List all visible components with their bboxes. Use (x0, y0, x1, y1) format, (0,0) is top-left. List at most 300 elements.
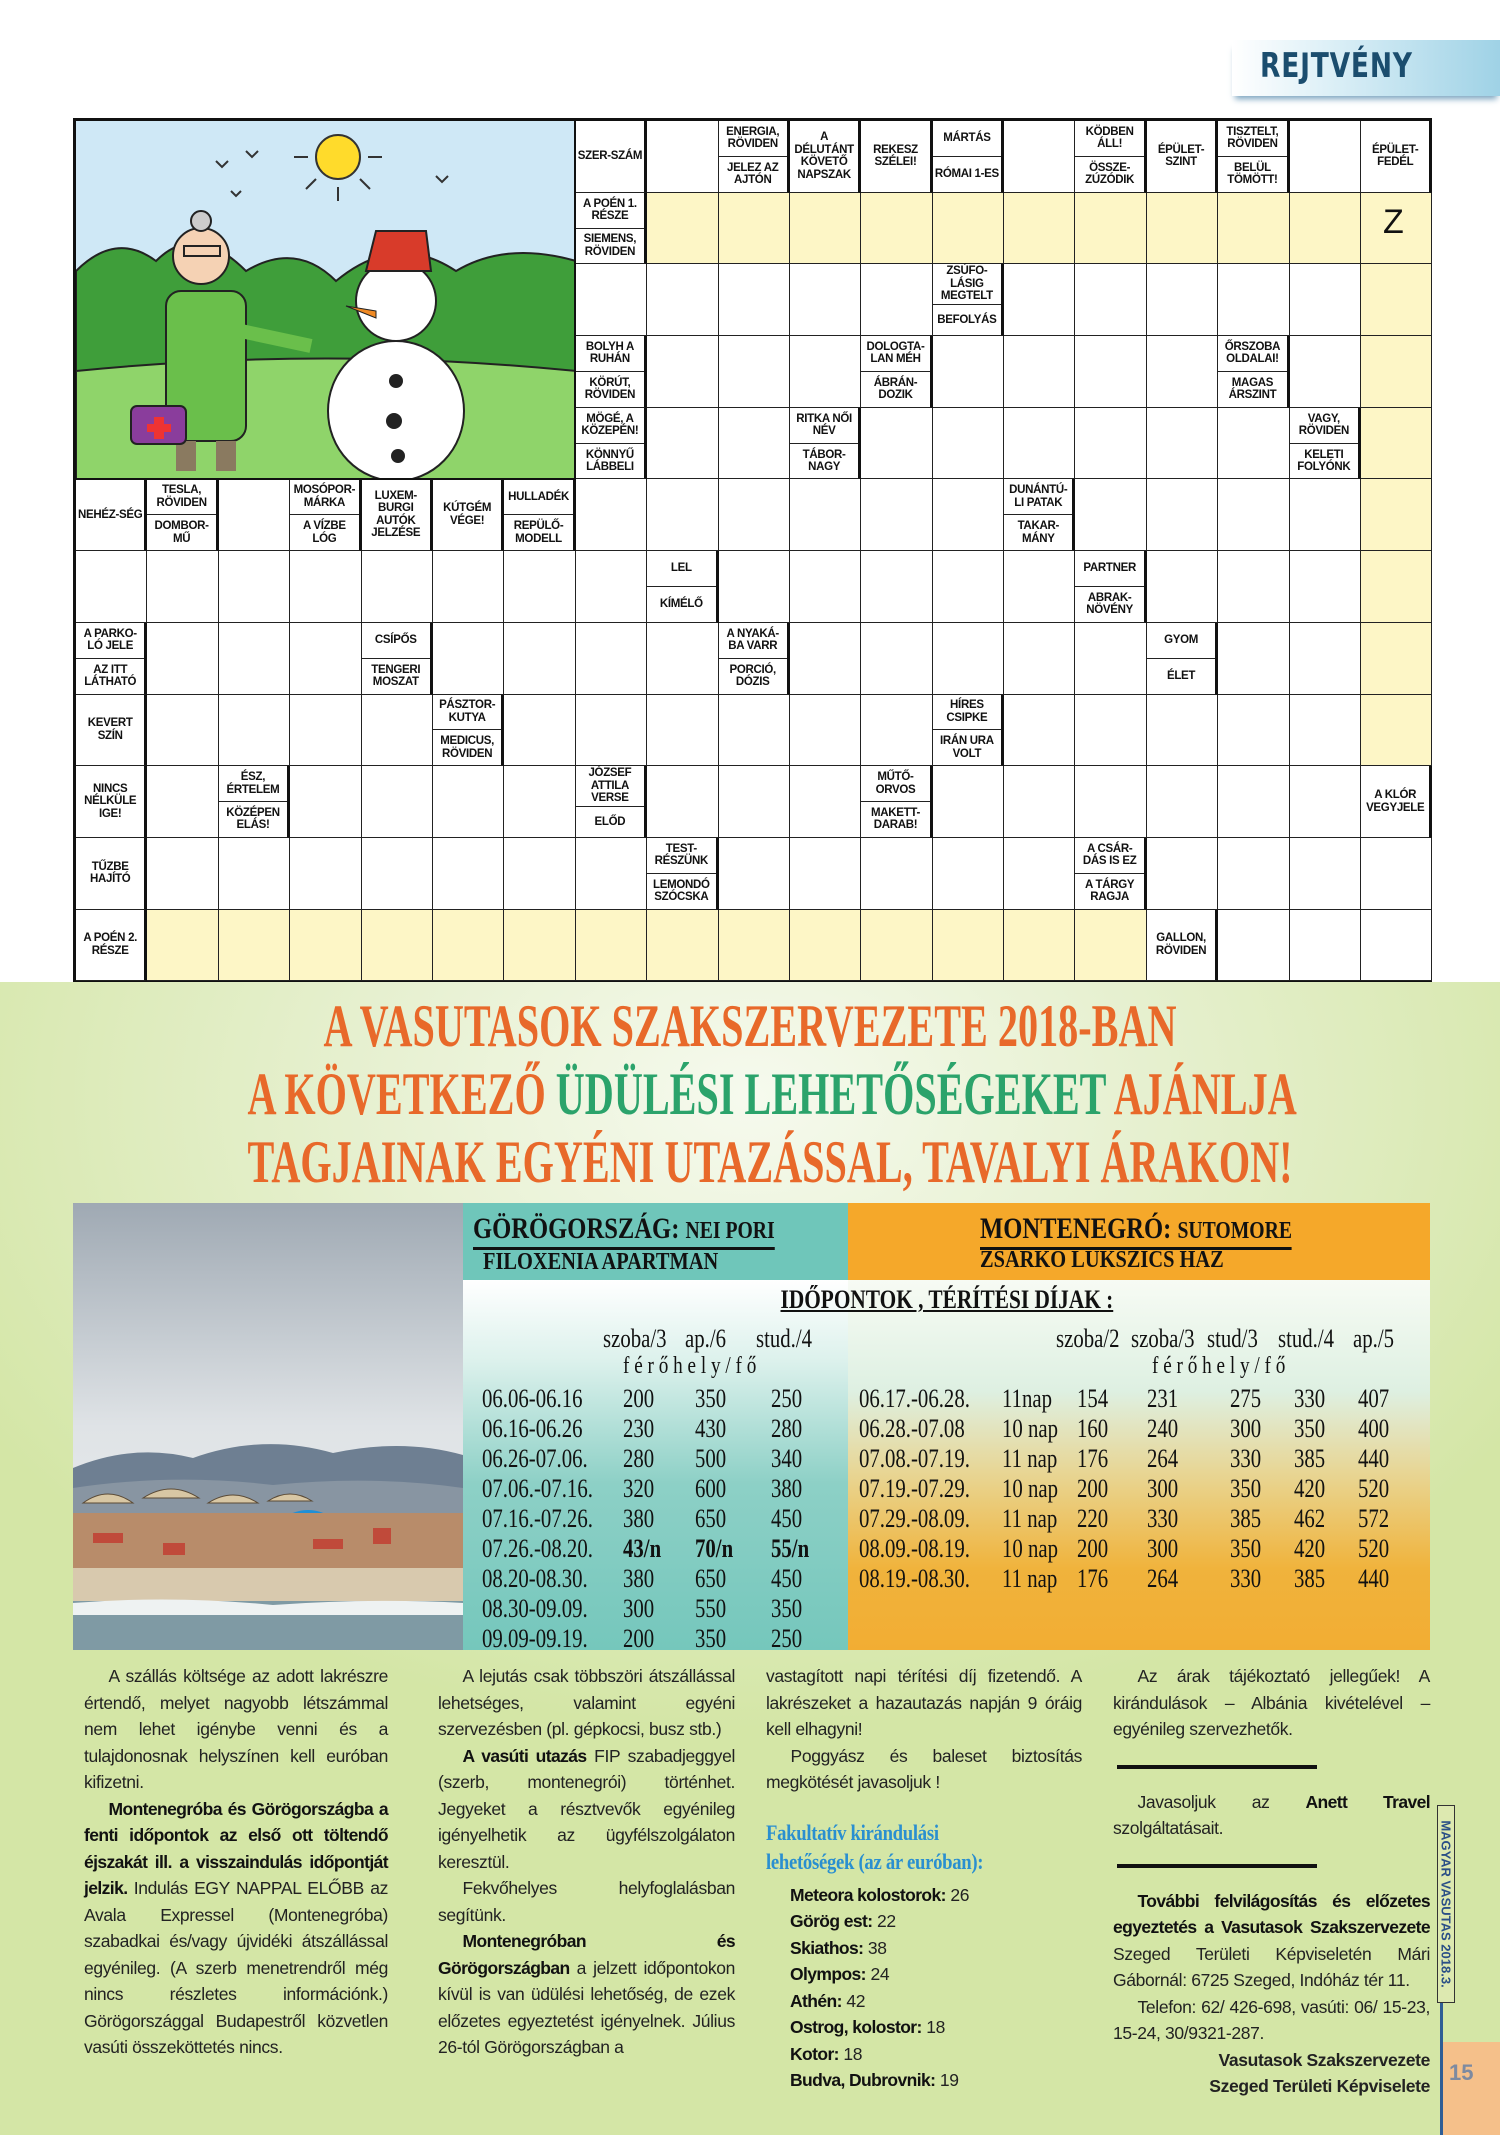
price-value: 250 (771, 1624, 803, 1653)
answer-cell[interactable] (1290, 695, 1361, 767)
excursion-item (790, 1908, 1082, 1935)
answer-cell[interactable] (933, 766, 1004, 838)
answer-cell[interactable] (1218, 695, 1289, 767)
answer-cell[interactable] (861, 838, 932, 910)
column-header: ap./5 (1353, 1324, 1395, 1353)
clue-text: IRÁN URA VOLT (933, 729, 1001, 765)
answer-cell[interactable] (147, 551, 218, 623)
date-range: 07.19.-07.29. (859, 1474, 970, 1503)
price-value: 200 (1077, 1474, 1109, 1503)
answer-cell[interactable] (1075, 408, 1146, 480)
answer-cell[interactable] (1290, 264, 1361, 336)
answer-cell[interactable] (433, 623, 504, 695)
solution-cell[interactable] (1218, 193, 1289, 265)
answer-cell[interactable] (1147, 408, 1218, 480)
price-value: 300 (623, 1594, 655, 1623)
answer-cell[interactable] (861, 623, 932, 695)
price-value: 176 (1077, 1564, 1109, 1593)
answer-cell[interactable] (1075, 264, 1146, 336)
magazine-label (1437, 1805, 1455, 2003)
text: Telefon: 62/ 426-698, vasúti: 06/ 15-23, 15-24, 30/9321-287. (1113, 1996, 1430, 2043)
bold-text: A vasúti utazás (462, 1745, 587, 1766)
clue-cell (719, 623, 790, 695)
text: Indulás EGY NAPPAL ELŐBB az Avala Expressel (Montenegróba) szabadkai és/vagy újvidéki átszállással egyénileg. (A szerb menetrendről még nincs részletes információnk.) Görögországgal Budapestről közvetlen vasúti összeköttetés nincs. (84, 1878, 388, 2057)
answer-cell[interactable] (647, 623, 718, 695)
answer-cell[interactable] (1004, 623, 1075, 695)
clue-text: KELETI FOLYÓNK (1290, 443, 1358, 479)
answer-cell[interactable] (719, 838, 790, 910)
excursion-name: Athén: (790, 1990, 842, 2011)
answer-cell[interactable] (790, 766, 861, 838)
clue-cell (576, 766, 647, 838)
answer-cell[interactable] (219, 623, 290, 695)
price-value: 420 (1294, 1534, 1326, 1563)
answer-cell[interactable] (1290, 910, 1361, 982)
clue-text: PARTNER (1083, 562, 1136, 575)
solution-cell[interactable] (861, 193, 932, 265)
text: vastagított napi térítési díj fizetendő. A lakrészeket a hazautazás napján 9 óráig kell elhagyni! (766, 1666, 1082, 1739)
solution-cell[interactable] (504, 910, 575, 982)
paragraph (1113, 1789, 1430, 1842)
answer-cell[interactable] (719, 551, 790, 623)
answer-cell[interactable] (1075, 695, 1146, 767)
answer-cell[interactable] (719, 408, 790, 480)
answer-cell[interactable] (1075, 336, 1146, 408)
answer-cell[interactable] (647, 121, 718, 193)
clue-text: RÓMAI 1-ES (933, 156, 1001, 192)
answer-cell[interactable] (647, 695, 718, 767)
answer-cell[interactable] (790, 695, 861, 767)
price-value: 154 (1077, 1384, 1109, 1413)
answer-cell[interactable] (219, 479, 290, 551)
date-range: 08.09.-08.19. (859, 1534, 970, 1563)
clue-cell (933, 695, 1004, 767)
clue-text: A NYAKÁ-BA VARR (726, 627, 779, 653)
price-value: 230 (623, 1414, 655, 1443)
answer-cell[interactable] (861, 264, 932, 336)
clue-text: MAGAS ÁRSZINT (1218, 371, 1286, 407)
answer-cell[interactable] (647, 479, 718, 551)
answer-cell[interactable] (1004, 264, 1075, 336)
answer-cell[interactable] (1361, 838, 1432, 910)
clue-text: TISZTELT, RÖVIDEN (1226, 125, 1279, 151)
solution-cell[interactable] (219, 910, 290, 982)
date-range: 07.06.-07.16. (482, 1474, 593, 1503)
answer-cell[interactable] (219, 695, 290, 767)
answer-cell[interactable] (1218, 910, 1289, 982)
clue-text: PORCIÓ, DÓZIS (719, 658, 787, 694)
solution-cell[interactable] (719, 193, 790, 265)
duration: 11nap (1002, 1384, 1053, 1413)
answer-cell[interactable] (1290, 121, 1361, 193)
answer-cell[interactable] (576, 551, 647, 623)
divider (1117, 1765, 1317, 1769)
answer-cell[interactable] (1004, 336, 1075, 408)
answer-cell[interactable] (861, 479, 932, 551)
price-value: 650 (695, 1564, 727, 1593)
answer-cell[interactable] (933, 336, 1004, 408)
answer-cell[interactable] (1075, 623, 1146, 695)
answer-cell[interactable] (362, 695, 433, 767)
price-value: 385 (1294, 1444, 1326, 1473)
price-value: 264 (1147, 1444, 1179, 1473)
answer-cell[interactable] (576, 838, 647, 910)
price-value: 650 (695, 1504, 727, 1533)
answer-cell[interactable] (790, 551, 861, 623)
divider (1117, 1864, 1317, 1868)
answer-cell[interactable] (504, 766, 575, 838)
solution-cell[interactable] (433, 910, 504, 982)
paragraph (766, 1743, 1082, 1796)
answer-cell[interactable] (933, 408, 1004, 480)
clue-cell (362, 479, 433, 551)
date-range: 07.26.-08.20. (482, 1534, 593, 1563)
answer-cell[interactable] (861, 551, 932, 623)
column-header: szoba/3 (603, 1324, 667, 1353)
text-column-2 (438, 1663, 735, 2061)
clue-text: ÁBRÁN-DOZIK (861, 371, 929, 407)
excursion-item (790, 1961, 1082, 1988)
clue-text: SZER-SZÁM (577, 150, 643, 163)
clue-text: ÉLET (1147, 658, 1215, 694)
answer-cell[interactable] (790, 264, 861, 336)
price-value: 350 (1230, 1534, 1262, 1563)
solution-cell[interactable] (1361, 408, 1432, 480)
answer-cell[interactable] (1147, 479, 1218, 551)
clue-text: ÉSZ, ÉRTELEM (226, 771, 280, 796)
clue-text: LEMONDÓ SZÓCSKA (647, 873, 715, 909)
price-value: 420 (1294, 1474, 1326, 1503)
price-value: 300 (1147, 1534, 1179, 1563)
answer-cell[interactable] (1075, 766, 1146, 838)
column-header: szoba/2 (1056, 1324, 1120, 1353)
clue-cell (76, 479, 147, 551)
clue-cell (861, 336, 932, 408)
solution-cell[interactable] (1361, 551, 1432, 623)
excursion-name: Kotor: (790, 2043, 839, 2064)
answer-cell[interactable] (576, 264, 647, 336)
crossword-puzzle (73, 118, 1432, 982)
answer-cell[interactable] (433, 766, 504, 838)
solution-cell[interactable] (290, 910, 361, 982)
answer-cell[interactable] (1004, 695, 1075, 767)
answer-cell[interactable] (1290, 838, 1361, 910)
clue-cell (576, 408, 647, 480)
heading-line: Fakultatív kirándulási (766, 1819, 939, 1845)
answer-cell[interactable] (647, 336, 718, 408)
answer-cell[interactable] (290, 695, 361, 767)
price-value: 350 (695, 1384, 727, 1413)
solution-cell[interactable] (1361, 336, 1432, 408)
price-value: 220 (1077, 1504, 1109, 1533)
duration: 11 nap (1002, 1564, 1058, 1593)
text: A szállás költsége az adott lakrészre értendő, melyet nagyobb létszámmal nem lehet igénybe venni és a tulajdonosnak helyszínen kell euróban kifizetni. (84, 1666, 388, 1792)
solution-cell[interactable] (933, 910, 1004, 982)
answer-cell[interactable] (933, 623, 1004, 695)
signature (1113, 2047, 1430, 2100)
clue-cell (933, 121, 1004, 193)
price-table (463, 1203, 1430, 1653)
answer-cell[interactable] (290, 838, 361, 910)
answer-cell[interactable] (147, 766, 218, 838)
solution-cell[interactable] (1075, 910, 1146, 982)
clue-cell (147, 479, 218, 551)
answer-cell[interactable] (861, 695, 932, 767)
answer-cell[interactable] (362, 766, 433, 838)
column-header: szoba/3 (1131, 1324, 1195, 1353)
clue-cell (1290, 408, 1361, 480)
price-value: 340 (771, 1444, 803, 1473)
price-value: 70/n (695, 1534, 734, 1563)
answer-cell[interactable] (362, 551, 433, 623)
solution-cell[interactable] (1075, 193, 1146, 265)
excursion-price: 19 (939, 2070, 959, 2090)
price-value: 275 (1230, 1384, 1262, 1413)
clue-cell (933, 264, 1004, 336)
answer-cell[interactable] (861, 408, 932, 480)
clue-text: MÁRTÁS (943, 132, 991, 145)
clue-text: ZSÚFO-LÁSIG MEGTELT (940, 265, 993, 303)
answer-cell[interactable] (1290, 766, 1361, 838)
answer-cell[interactable] (647, 264, 718, 336)
solution-cell[interactable] (1361, 479, 1432, 551)
price-value: 320 (623, 1474, 655, 1503)
answer-cell[interactable] (1147, 766, 1218, 838)
paragraph (438, 1928, 735, 2061)
clue-cell (576, 121, 647, 193)
clue-text: NEHÉZ-SÉG (78, 508, 143, 521)
clue-text: JÓZSEF ATTILA VERSE (588, 767, 632, 805)
clue-text: KÖDBEN ÁLL! (1085, 125, 1134, 151)
clue-text: RITKA NŐI NÉV (796, 412, 852, 438)
answer-cell[interactable] (219, 838, 290, 910)
solution-cell[interactable] (576, 910, 647, 982)
clue-text: KÍMÉLŐ (647, 586, 715, 622)
cartoon-illustration (76, 121, 576, 480)
answer-cell[interactable] (290, 766, 361, 838)
price-value: 350 (695, 1624, 727, 1653)
answer-cell[interactable] (719, 695, 790, 767)
solution-cell[interactable] (861, 910, 932, 982)
solution-cell[interactable] (719, 910, 790, 982)
clue-text: HÍRES CSIPKE (946, 699, 988, 724)
clue-text: BEFOLYÁS (933, 304, 1001, 335)
solution-cell[interactable] (1290, 193, 1361, 265)
answer-cell[interactable] (790, 623, 861, 695)
price-value: 264 (1147, 1564, 1179, 1593)
solution-cell[interactable] (933, 193, 1004, 265)
excursion-name: Görög est: (790, 1911, 873, 1931)
excursion-price: 38 (867, 1937, 887, 1958)
clue-cell (861, 766, 932, 838)
answer-cell[interactable] (576, 623, 647, 695)
clue-text: GYOM (1164, 633, 1199, 646)
answer-cell[interactable] (1290, 479, 1361, 551)
answer-cell[interactable] (576, 695, 647, 767)
answer-cell[interactable] (1290, 551, 1361, 623)
price-value: 43/n (623, 1534, 662, 1563)
answer-cell[interactable] (433, 838, 504, 910)
clue-cell (1147, 910, 1218, 982)
clue-cell (647, 551, 718, 623)
answer-cell[interactable] (504, 551, 575, 623)
clue-text: ENERGIA, RÖVIDEN (726, 125, 780, 151)
clue-text: A TÁRGY RAGJA (1075, 873, 1143, 909)
page-number: 15 (1449, 2060, 1474, 2085)
solution-cell[interactable] (790, 193, 861, 265)
answer-cell[interactable] (790, 479, 861, 551)
answer-cell[interactable] (1147, 695, 1218, 767)
paragraph (438, 1743, 735, 1876)
answer-cell[interactable] (504, 838, 575, 910)
paragraph (1113, 1888, 1430, 1994)
price-value: 385 (1230, 1504, 1262, 1533)
answer-cell[interactable] (1218, 479, 1289, 551)
text: Javasoljuk az (1137, 1791, 1306, 1812)
answer-cell[interactable] (290, 551, 361, 623)
clue-cell (76, 766, 147, 838)
clue-cell (76, 838, 147, 910)
answer-cell[interactable] (1290, 336, 1361, 408)
text-column-4 (1113, 1663, 1430, 2100)
answer-cell[interactable] (933, 551, 1004, 623)
duration: 10 nap (1002, 1534, 1059, 1563)
text: A lejutás csak többszöri átszállással lehetséges, valamint egyéni szervezésben (pl. gépkocsi, busz stb.) (438, 1666, 735, 1739)
answer-cell[interactable] (719, 264, 790, 336)
headline-highlight: ÜDÜLÉSI LEHETŐSÉGEKET (555, 1061, 1106, 1127)
price-value: 380 (771, 1474, 803, 1503)
answer-cell[interactable] (719, 766, 790, 838)
answer-cell[interactable] (1004, 408, 1075, 480)
price-value: 400 (1358, 1414, 1390, 1443)
answer-cell[interactable] (1004, 838, 1075, 910)
answer-cell[interactable] (790, 336, 861, 408)
paragraph (438, 1663, 735, 1743)
solution-cell[interactable] (790, 910, 861, 982)
answer-cell[interactable] (933, 838, 1004, 910)
solution-cell[interactable] (362, 910, 433, 982)
solution-cell[interactable] (147, 910, 218, 982)
duration: 11 nap (1002, 1444, 1058, 1473)
clue-text: REPÜLŐ-MODELL (504, 514, 572, 550)
clue-cell (719, 121, 790, 193)
answer-cell[interactable] (290, 623, 361, 695)
solution-cell[interactable] (1361, 623, 1432, 695)
clue-text: SIEMENS, RÖVIDEN (576, 228, 644, 264)
answer-cell[interactable] (1004, 766, 1075, 838)
answer-cell[interactable] (1147, 264, 1218, 336)
answer-cell[interactable] (1004, 551, 1075, 623)
answer-cell[interactable] (504, 623, 575, 695)
price-value: 231 (1147, 1384, 1179, 1413)
section-title: REJTVÉNY (1260, 46, 1413, 86)
excursions-heading (766, 1818, 1035, 1876)
headline-line-3: TAGJAINAK EGYÉNI UTAZÁSSAL, TAVALYI ÁRAKON! (247, 1129, 1293, 1195)
answer-cell[interactable] (362, 838, 433, 910)
price-value: 200 (623, 1384, 655, 1413)
answer-cell[interactable] (1075, 479, 1146, 551)
answer-cell[interactable] (1218, 264, 1289, 336)
montenegro-title (980, 1213, 1292, 1250)
paragraph (84, 1663, 388, 1796)
answer-cell[interactable] (1004, 121, 1075, 193)
answer-cell[interactable] (147, 623, 218, 695)
answer-cell[interactable] (1218, 838, 1289, 910)
answer-cell[interactable] (1218, 766, 1289, 838)
answer-cell[interactable] (719, 336, 790, 408)
answer-cell[interactable] (719, 479, 790, 551)
clue-text: ELŐD (576, 806, 644, 837)
clue-cell (1075, 121, 1146, 193)
unit-label: férőhely/fő (623, 1353, 762, 1379)
clue-text: TŰZBE HAJÍTÓ (90, 860, 131, 886)
date-range: 07.29.-08.09. (859, 1504, 970, 1533)
solution-cell[interactable] (1147, 193, 1218, 265)
clue-text: ÖSSZE-ZÚZÓDIK (1075, 156, 1143, 192)
magazine-name: MAGYAR VASUTAS 2018.3. (1438, 1820, 1454, 1988)
answer-cell[interactable] (76, 551, 147, 623)
clue-text: MAKETT-DARAB! (861, 801, 929, 837)
excursion-price: 42 (846, 1990, 866, 2011)
answer-cell[interactable] (790, 838, 861, 910)
price-value: 500 (695, 1444, 727, 1473)
date-range: 06.17.-06.28. (859, 1384, 970, 1413)
montenegro-header (848, 1203, 1430, 1280)
answer-cell[interactable] (504, 695, 575, 767)
clue-text: GALLON, RÖVIDEN (1155, 932, 1207, 957)
headline-segment: AJÁNLJA (1105, 1061, 1297, 1127)
answer-cell[interactable] (1147, 551, 1218, 623)
excursion-name: Skiathos: (790, 1937, 864, 1958)
answer-cell[interactable] (219, 551, 290, 623)
excursion-price: 18 (926, 2017, 946, 2037)
clue-text: KÖRÚT, RÖVIDEN (576, 371, 644, 407)
answer-cell[interactable] (433, 551, 504, 623)
answer-cell[interactable] (1218, 408, 1289, 480)
price-value: 385 (1294, 1564, 1326, 1593)
page-number-box (1443, 2042, 1500, 2135)
answer-cell[interactable] (576, 479, 647, 551)
solution-cell[interactable] (1361, 264, 1432, 336)
answer-cell[interactable] (147, 695, 218, 767)
answer-cell[interactable] (647, 408, 718, 480)
clue-text: JELEZ AZ AJTÓN (719, 156, 787, 192)
answer-cell[interactable] (1147, 838, 1218, 910)
clue-text: ŐRSZOBA OLDALAI! (1224, 340, 1281, 366)
answer-cell[interactable] (1361, 910, 1432, 982)
answer-cell[interactable] (147, 838, 218, 910)
column-header: stud./4 (1278, 1324, 1335, 1353)
headline-segment: A KÖVETKEZŐ (247, 1061, 556, 1127)
answer-cell-marked[interactable] (1361, 193, 1432, 265)
solution-cell[interactable] (1361, 695, 1432, 767)
answer-cell[interactable] (933, 479, 1004, 551)
clue-text: TAKAR-MÁNY (1004, 514, 1072, 550)
solution-cell[interactable] (647, 193, 718, 265)
answer-cell[interactable] (647, 766, 718, 838)
price-value: 350 (1294, 1414, 1326, 1443)
answer-cell[interactable] (1218, 623, 1289, 695)
solution-cell[interactable] (1004, 910, 1075, 982)
solution-cell[interactable] (647, 910, 718, 982)
clue-text: ÉPÜLET-FEDÉL (1371, 143, 1419, 169)
clue-cell (76, 910, 147, 982)
solution-cell[interactable] (1004, 193, 1075, 265)
answer-cell[interactable] (1290, 623, 1361, 695)
answer-cell[interactable] (1147, 336, 1218, 408)
answer-cell[interactable] (1218, 551, 1289, 623)
clue-text: VAGY, RÖVIDEN (1298, 412, 1349, 438)
